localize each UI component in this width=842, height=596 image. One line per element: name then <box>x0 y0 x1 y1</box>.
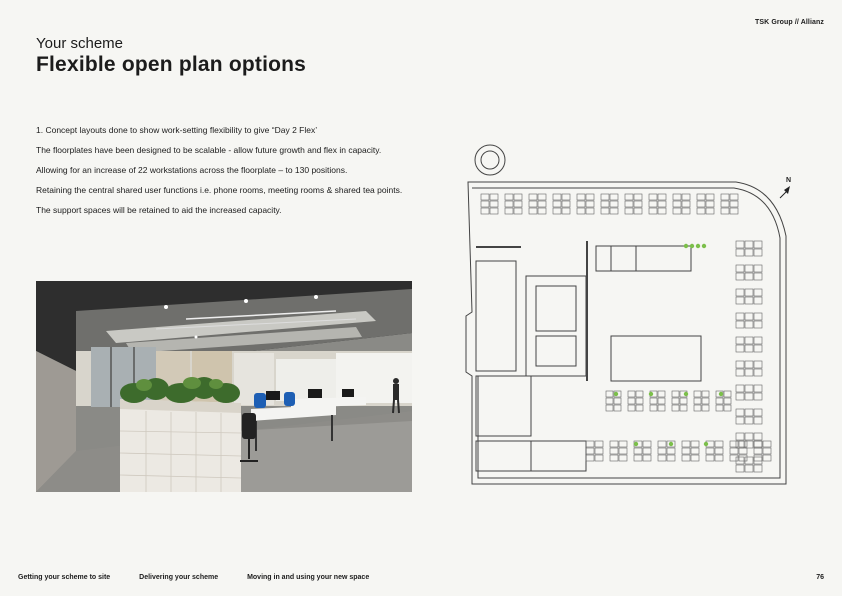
workstation <box>721 208 729 214</box>
workstation <box>682 455 690 461</box>
workstation <box>682 201 690 207</box>
workstation <box>658 208 666 214</box>
workstation <box>680 398 687 404</box>
workstation <box>658 405 665 411</box>
workstation <box>658 194 666 200</box>
workstation <box>697 208 705 214</box>
workstation <box>745 265 753 272</box>
workstation <box>745 433 753 440</box>
workstation <box>745 457 753 464</box>
workstation <box>514 194 522 200</box>
workstation <box>706 201 714 207</box>
workstation <box>658 391 665 397</box>
workstation <box>763 455 771 461</box>
workstation <box>481 194 489 200</box>
workstation <box>586 201 594 207</box>
workstation <box>706 208 714 214</box>
workstation <box>610 208 618 214</box>
workstation <box>736 433 744 440</box>
workstation <box>586 208 594 214</box>
workstation <box>610 194 618 200</box>
workstation <box>625 208 633 214</box>
workstation <box>754 337 762 344</box>
workstation <box>745 337 753 344</box>
workstation <box>514 208 522 214</box>
workstation <box>672 405 679 411</box>
workstation <box>610 448 618 454</box>
north-arrow-label: N <box>786 177 792 184</box>
workstation <box>658 455 666 461</box>
plant-marker <box>649 392 653 396</box>
workstation <box>702 391 709 397</box>
workstation <box>529 194 537 200</box>
workstation <box>754 361 762 368</box>
workstation <box>736 345 744 352</box>
workstation <box>715 455 723 461</box>
workstation <box>736 393 744 400</box>
paragraph: Retaining the central shared user functions i.e. phone rooms, meeting rooms & shared tea points. <box>36 185 403 195</box>
workstation <box>636 391 643 397</box>
workstation <box>601 194 609 200</box>
footer-link-moving-in[interactable]: Moving in and using your new space <box>247 574 370 581</box>
workstation <box>754 448 762 454</box>
plant-marker <box>614 392 618 396</box>
workstation <box>739 455 747 461</box>
workstation <box>673 201 681 207</box>
workstation <box>754 241 762 248</box>
workstation <box>736 313 744 320</box>
workstation <box>505 194 513 200</box>
workstation <box>745 409 753 416</box>
workstation <box>736 241 744 248</box>
workstation <box>673 194 681 200</box>
workstation <box>745 385 753 392</box>
workstation <box>672 398 679 404</box>
workstation <box>730 441 738 447</box>
workstation <box>682 208 690 214</box>
workstation <box>634 448 642 454</box>
workstation <box>754 393 762 400</box>
workstation <box>610 441 618 447</box>
workstation <box>643 448 651 454</box>
workstation <box>586 194 594 200</box>
workstation <box>649 201 657 207</box>
workstation <box>730 455 738 461</box>
workstation <box>680 405 687 411</box>
workstation <box>716 405 723 411</box>
paragraph: 1. Concept layouts done to show work-setting flexibility to give “Day 2 Flex’ <box>36 125 318 135</box>
workstation <box>736 385 744 392</box>
plant-marker <box>702 244 706 248</box>
workstation <box>739 448 747 454</box>
section-subtitle: Your scheme <box>36 35 123 52</box>
workstation <box>702 398 709 404</box>
workstation <box>634 455 642 461</box>
workstation <box>606 391 613 397</box>
workstation <box>634 194 642 200</box>
workstation <box>706 448 714 454</box>
workstation <box>721 194 729 200</box>
workstation <box>577 201 585 207</box>
workstation <box>553 201 561 207</box>
workstation <box>481 201 489 207</box>
workstation <box>694 398 701 404</box>
workstation <box>730 201 738 207</box>
workstation <box>721 201 729 207</box>
workstation <box>601 201 609 207</box>
workstation <box>650 398 657 404</box>
workstation <box>730 448 738 454</box>
workstation <box>595 455 603 461</box>
workstation <box>724 405 731 411</box>
workstation <box>754 345 762 352</box>
plant-marker <box>696 244 700 248</box>
workstation <box>577 194 585 200</box>
workstation <box>538 201 546 207</box>
workstation <box>649 208 657 214</box>
workstation <box>745 345 753 352</box>
workstation <box>628 398 635 404</box>
workstation <box>745 393 753 400</box>
workstation <box>754 465 762 472</box>
workstation <box>736 249 744 256</box>
workstation <box>736 297 744 304</box>
workstation <box>736 361 744 368</box>
workstation <box>754 455 762 461</box>
workstation <box>601 208 609 214</box>
workstation <box>628 391 635 397</box>
workstation <box>706 194 714 200</box>
workstation <box>577 208 585 214</box>
footer-link-delivering[interactable]: Delivering your scheme <box>139 574 219 581</box>
workstation <box>745 241 753 248</box>
workstation <box>658 398 665 404</box>
workstation <box>650 405 657 411</box>
workstation <box>754 249 762 256</box>
workstation <box>706 455 714 461</box>
workstation <box>697 194 705 200</box>
workstation <box>736 465 744 472</box>
workstation <box>625 201 633 207</box>
workstation <box>586 441 594 447</box>
workstation <box>716 398 723 404</box>
workstation <box>672 391 679 397</box>
workstation <box>763 448 771 454</box>
workstation <box>643 441 651 447</box>
workstation <box>724 391 731 397</box>
footer-nav <box>18 574 396 581</box>
workstation <box>745 297 753 304</box>
workstation <box>625 194 633 200</box>
workstation <box>754 297 762 304</box>
workstation <box>754 273 762 280</box>
plant-marker <box>684 392 688 396</box>
body-text <box>36 125 411 225</box>
workstation <box>553 208 561 214</box>
workstation <box>562 201 570 207</box>
workstation <box>739 441 747 447</box>
workstation <box>610 455 618 461</box>
workstation <box>754 385 762 392</box>
floor-plan-drawing <box>436 136 792 496</box>
workstation <box>586 448 594 454</box>
workstation <box>736 273 744 280</box>
workstation <box>562 208 570 214</box>
workstation <box>658 201 666 207</box>
workstation <box>754 289 762 296</box>
workstation <box>614 405 621 411</box>
workstation <box>736 265 744 272</box>
workstation <box>754 409 762 416</box>
workstation <box>682 441 690 447</box>
workstation <box>745 465 753 472</box>
workstation <box>634 208 642 214</box>
brand-label: TSK Group // Allianz <box>754 19 824 26</box>
workstation <box>682 448 690 454</box>
workstation <box>606 405 613 411</box>
workstation <box>490 208 498 214</box>
paragraph: The floorplates have been designed to be scalable - allow future growth and flex in capacity. <box>36 145 382 155</box>
workstation <box>505 201 513 207</box>
plant-marker <box>684 244 688 248</box>
plant-marker <box>634 442 638 446</box>
workstation <box>715 448 723 454</box>
workstation <box>754 369 762 376</box>
workstation <box>715 441 723 447</box>
workstation <box>595 448 603 454</box>
workstation <box>730 208 738 214</box>
workstation <box>628 405 635 411</box>
workstation <box>636 398 643 404</box>
plant-marker <box>669 442 673 446</box>
workstation <box>658 448 666 454</box>
workstation <box>673 208 681 214</box>
workstation <box>529 208 537 214</box>
workstation <box>745 289 753 296</box>
workstation <box>619 455 627 461</box>
workstation <box>562 194 570 200</box>
workstation <box>691 441 699 447</box>
workstation <box>595 441 603 447</box>
workstation <box>553 194 561 200</box>
workstation <box>745 361 753 368</box>
workstation <box>763 441 771 447</box>
workstation <box>694 391 701 397</box>
workstation <box>667 448 675 454</box>
workstation <box>745 369 753 376</box>
workstation <box>736 337 744 344</box>
workstation <box>643 455 651 461</box>
paragraph: The support spaces will be retained to aid the increased capacity. <box>36 205 282 215</box>
workstation <box>724 398 731 404</box>
workstation <box>745 273 753 280</box>
workstation <box>619 448 627 454</box>
office-render-image <box>36 281 412 492</box>
workstation <box>634 201 642 207</box>
workstation <box>490 201 498 207</box>
workstation <box>481 208 489 214</box>
workstation <box>736 417 744 424</box>
workstation <box>694 405 701 411</box>
workstation <box>736 321 744 328</box>
workstation <box>538 194 546 200</box>
workstation <box>736 409 744 416</box>
workstation <box>745 321 753 328</box>
plant-marker <box>690 244 694 248</box>
workstation <box>658 441 666 447</box>
workstation <box>614 398 621 404</box>
workstation <box>754 457 762 464</box>
workstation <box>529 201 537 207</box>
footer-link-getting-to-site[interactable]: Getting your scheme to site <box>18 574 111 581</box>
workstation <box>754 265 762 272</box>
workstation <box>514 201 522 207</box>
workstation <box>736 289 744 296</box>
workstation <box>730 194 738 200</box>
workstation <box>586 455 594 461</box>
workstation <box>691 448 699 454</box>
workstation <box>754 417 762 424</box>
workstation <box>667 455 675 461</box>
workstation <box>649 194 657 200</box>
workstation <box>745 313 753 320</box>
workstation <box>636 405 643 411</box>
page-title: Flexible open plan options <box>36 53 307 76</box>
workstation <box>754 313 762 320</box>
workstation <box>754 321 762 328</box>
workstation <box>610 201 618 207</box>
plant-marker <box>719 392 723 396</box>
workstation <box>538 208 546 214</box>
workstation <box>691 455 699 461</box>
workstation <box>736 369 744 376</box>
workstation <box>490 194 498 200</box>
workstation <box>754 441 762 447</box>
page-number: 76 <box>816 574 824 581</box>
workstation <box>745 417 753 424</box>
workstation <box>745 249 753 256</box>
workstation <box>682 194 690 200</box>
workstation <box>505 208 513 214</box>
workstation <box>606 398 613 404</box>
paragraph: Allowing for an increase of 22 workstations across the floorplate – to 130 positions. <box>36 165 348 175</box>
workstation <box>619 441 627 447</box>
workstation <box>736 457 744 464</box>
workstation <box>697 201 705 207</box>
plant-marker <box>704 442 708 446</box>
workstation <box>702 405 709 411</box>
workstation <box>754 433 762 440</box>
